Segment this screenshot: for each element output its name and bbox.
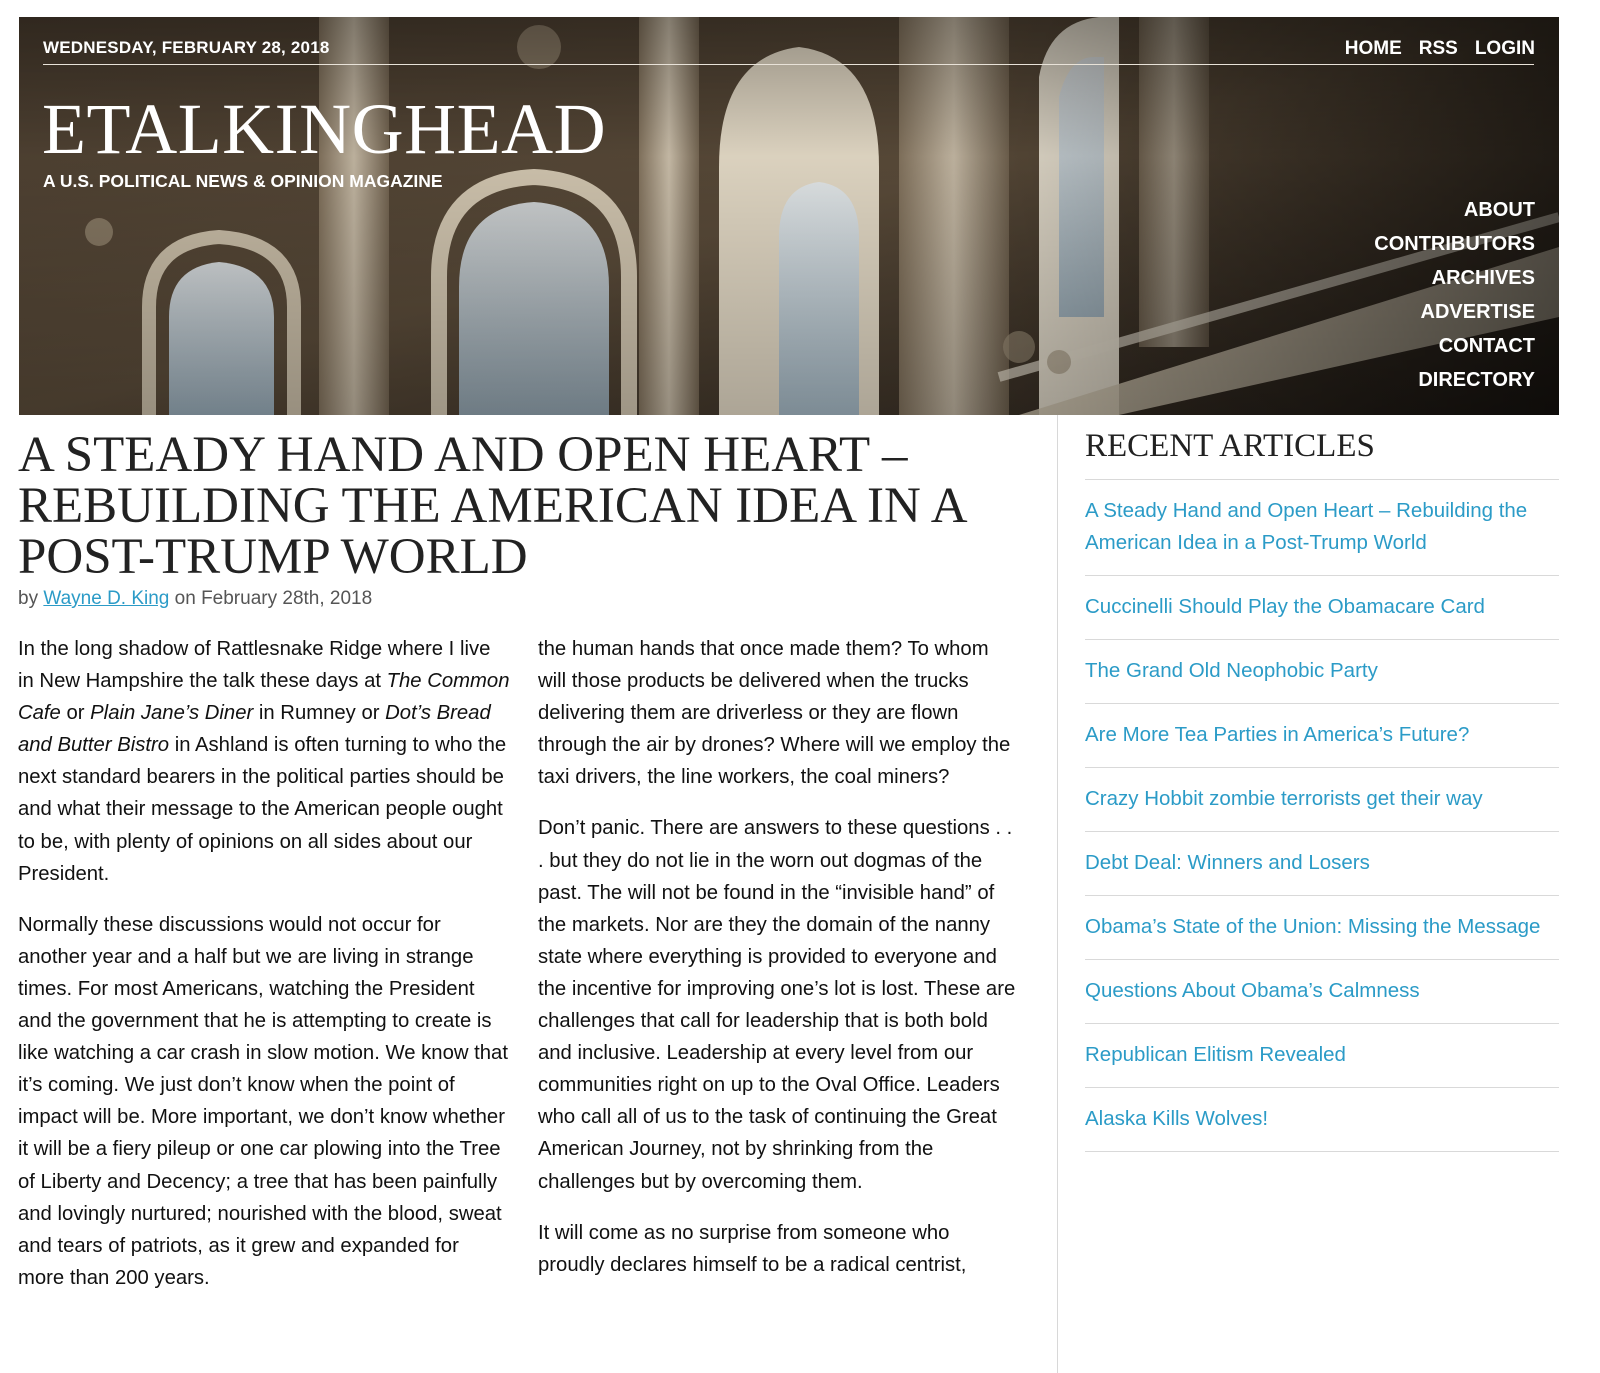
capitol-dome-header-image: [19, 17, 1559, 415]
site-logo[interactable]: ETALKINGHEAD: [42, 89, 607, 169]
header-date: WEDNESDAY, FEBRUARY 28, 2018: [43, 38, 330, 57]
recent-article-link[interactable]: Alaska Kills Wolves!: [1085, 1088, 1559, 1152]
article-paragraph: Normally these discussions would not occur for another year and a half but we are living in strange times. For most Americans, watching the President and the government that he is attempting to create is like watching a car crash in slow motion. We know that it’s coming. We just don’t know when the point of impact will be. More important, we don’t know whether it will be a fiery pileup or one car plowing into the Tree of Liberty and Decency; a tree that has been painfully and lovingly nurtured; nourished with the blood, sweat and tears of patriots, as it grew and expanded for more than 200 years.: [18, 913, 508, 1289]
article-paragraph: In the long shadow of Rattlesnake Ridge where I live in New Hampshire the talk these days at The Common Cafe or Plain Jane’s Diner in Rumney or Dot’s Bread and Butter Bistro in Ashland is often turning to who the next standard bearers in the political parties should be and what their message to the American people ought to be, with plenty of opinions on all sides about our President.: [18, 638, 510, 885]
byline-prefix: by: [18, 588, 44, 609]
recent-article-link[interactable]: The Grand Old Neophobic Party: [1085, 640, 1559, 704]
recent-article-link[interactable]: Republican Elitism Revealed: [1085, 1024, 1559, 1088]
nav-contributors-link[interactable]: CONTRIBUTORS: [1374, 233, 1535, 255]
nav-rss-link[interactable]: RSS: [1418, 38, 1458, 59]
site-header: [19, 17, 1559, 415]
header-side-nav: [1374, 193, 1535, 397]
article-paragraph: Don’t panic. There are answers to these questions . . . but they do not lie in the worn out dogmas of the past. The will not be found in the “invisible hand” of the markets. Nor are they the domain of the nanny state where everything is provided to everyone and the incentive for improving one’s lot is lost. These are challenges that call for leadership that is both bold and inclusive. Leadership at every level from our communities right on up to the Oval Office. Leaders who call all of us to the task of continuing the Great American Journey, not by shrinking from the challenges but by overcoming them.: [538, 817, 1016, 1193]
article-column-1: [18, 633, 510, 1313]
article-byline: [18, 588, 372, 610]
nav-home-link[interactable]: HOME: [1344, 38, 1402, 59]
byline-date: on February 28th, 2018: [169, 588, 373, 609]
nav-contact-link[interactable]: CONTACT: [1438, 335, 1535, 357]
sidebar-divider: [1057, 415, 1058, 1373]
recent-article-link[interactable]: Debt Deal: Winners and Losers: [1085, 832, 1559, 896]
recent-article-link[interactable]: A Steady Hand and Open Heart – Rebuilding the American Idea in a Post-Trump World: [1085, 480, 1559, 576]
sidebar-heading: RECENT ARTICLES: [1085, 428, 1559, 480]
nav-directory-link[interactable]: DIRECTORY: [1418, 369, 1535, 391]
article-paragraph: It will come as no surprise from someone who proudly declares himself to be a radical centrist,: [538, 1221, 967, 1276]
nav-archives-link[interactable]: ARCHIVES: [1431, 267, 1535, 289]
article-paragraph: the human hands that once made them? To whom will those products be delivered when the trucks delivering them are driverless or they are flown through the air by drones? Where will we employ the taxi drivers, the line workers, the coal miners?: [538, 638, 1011, 789]
site-tagline: A U.S. POLITICAL NEWS & OPINION MAGAZINE: [43, 171, 443, 191]
article-column-2: [538, 633, 1020, 1300]
recent-article-link[interactable]: Crazy Hobbit zombie terrorists get their way: [1085, 768, 1559, 832]
recent-articles-sidebar: [1085, 428, 1559, 1152]
header-divider: [43, 64, 1534, 65]
nav-about-link[interactable]: ABOUT: [1463, 199, 1535, 221]
author-link[interactable]: Wayne D. King: [43, 588, 170, 609]
recent-article-link[interactable]: Obama’s State of the Union: Missing the Message: [1085, 896, 1559, 960]
nav-advertise-link[interactable]: ADVERTISE: [1420, 301, 1535, 323]
nav-login-link[interactable]: LOGIN: [1474, 38, 1535, 59]
recent-article-link[interactable]: Cuccinelli Should Play the Obamacare Card: [1085, 576, 1559, 640]
top-nav: [1345, 38, 1535, 60]
recent-articles-list: [1085, 480, 1559, 1152]
recent-article-link[interactable]: Are More Tea Parties in America’s Future?: [1085, 704, 1559, 768]
article-title: A STEADY HAND AND OPEN HEART – REBUILDING THE AMERICAN IDEA IN A POST-TRUMP WORLD: [18, 427, 965, 585]
recent-article-link[interactable]: Questions About Obama’s Calmness: [1085, 960, 1559, 1024]
